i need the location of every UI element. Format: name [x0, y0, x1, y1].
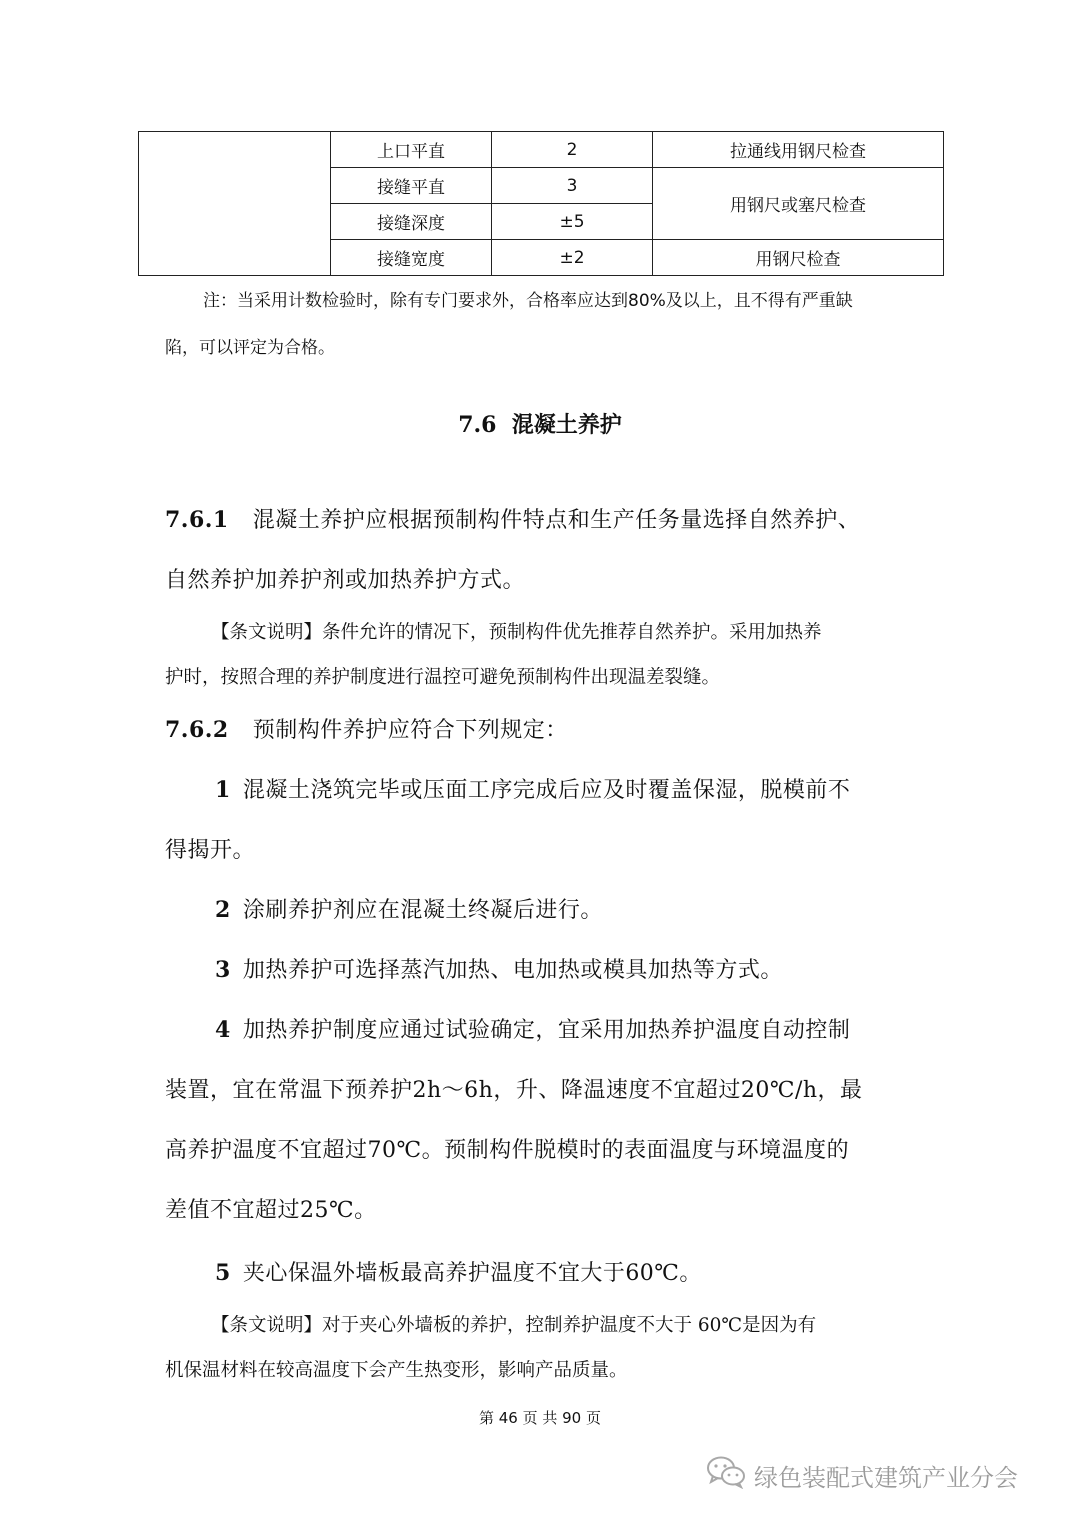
table-cell-tolerance: 3: [492, 168, 653, 204]
item-text: 混凝土浇筑完毕或压面工序完成后应及时覆盖保湿，脱模前不: [242, 778, 851, 803]
table-cell-tolerance: ±5: [492, 204, 653, 240]
table-cell-method: 用钢尺或塞尺检查: [653, 168, 944, 240]
explanation-line: 【条文说明】对于夹心外墙板的养护，控制养护温度不大于 60℃是因为有: [211, 1315, 817, 1336]
list-item: [165, 1243, 917, 1304]
clause-7-6-2: [165, 700, 917, 761]
item-number: 5: [215, 1260, 231, 1286]
item-text: 夹心保温外墙板最高养护温度不宜大于60℃。: [242, 1261, 702, 1286]
clause-number: 7.6.2: [165, 717, 229, 743]
table-note: [165, 278, 917, 372]
inspection-table: [138, 131, 944, 276]
clause-7-6-1: [165, 490, 917, 611]
table-cell-method: 拉通线用钢尺检查: [653, 132, 944, 168]
page-footer: 第 46 页 共 90 页: [478, 1409, 601, 1427]
watermark-text: 绿色装配式建筑产业分会: [754, 1463, 1018, 1492]
item-text: 装置，宜在常温下预养护2h～6h，升、降温速度不宜超过20℃/h，最: [165, 1078, 863, 1103]
explanation-line: 护时，按照合理的养护制度进行温控可避免预制构件出现温差裂缝。: [165, 667, 721, 688]
section-number: 7.6: [458, 412, 497, 438]
item-number: 2: [215, 897, 231, 923]
note-line: 陷，可以评定为合格。: [165, 338, 335, 358]
explanation-line: 【条文说明】条件允许的情况下，预制构件优先推荐自然养护。采用加热养: [211, 622, 822, 643]
table-cell-tolerance: 2: [492, 132, 653, 168]
wechat-icon: [706, 1455, 746, 1495]
item-text: 加热养护可选择蒸汽加热、电加热或模具加热等方式。: [242, 958, 783, 983]
item-text: 得揭开。: [165, 838, 256, 863]
clause-text: 自然养护加养护剂或加热养护方式。: [165, 568, 526, 593]
explanation-line: 机保温材料在较高温度下会产生热变形，影响产品质量。: [165, 1360, 628, 1381]
item-text: 加热养护制度应通过试验确定，宜采用加热养护温度自动控制: [242, 1018, 851, 1043]
item-number: 1: [215, 777, 231, 803]
item-number: 3: [215, 957, 231, 983]
clause-text: 混凝土养护应根据预制构件特点和生产任务量选择自然养护、: [252, 508, 861, 533]
table-cell-tolerance: ±2: [492, 240, 653, 276]
clause-number: 7.6.1: [165, 507, 229, 533]
item-text: 高养护温度不宜超过70℃。预制构件脱模时的表面温度与环境温度的: [165, 1138, 850, 1163]
clause-text: 预制构件养护应符合下列规定：: [252, 718, 568, 743]
item-text: 涂刷养护剂应在混凝土终凝后进行。: [242, 898, 603, 923]
note-line: 注：当采用计数检验时，除有专门要求外，合格率应达到80%及以上，且不得有严重缺: [203, 291, 853, 311]
list-item: [165, 1000, 917, 1241]
explanation-1: [165, 610, 917, 700]
explanation-2: [165, 1303, 917, 1393]
item-text: 差值不宜超过25℃。: [165, 1198, 377, 1223]
table-cell-item: 接缝平直: [331, 168, 492, 204]
list-item: [165, 940, 917, 1001]
item-number: 4: [215, 1017, 231, 1043]
table-cell-item: 上口平直: [331, 132, 492, 168]
table-cell-item: 接缝宽度: [331, 240, 492, 276]
table-category-cell: [139, 132, 331, 276]
section-heading: 混凝土养护: [511, 412, 622, 438]
watermark: [706, 1455, 1018, 1495]
list-item: [165, 760, 917, 881]
list-item: [165, 880, 917, 941]
table-cell-item: 接缝深度: [331, 204, 492, 240]
table-row: [139, 132, 944, 168]
table-cell-method: 用钢尺检查: [653, 240, 944, 276]
section-title: [0, 408, 1080, 439]
